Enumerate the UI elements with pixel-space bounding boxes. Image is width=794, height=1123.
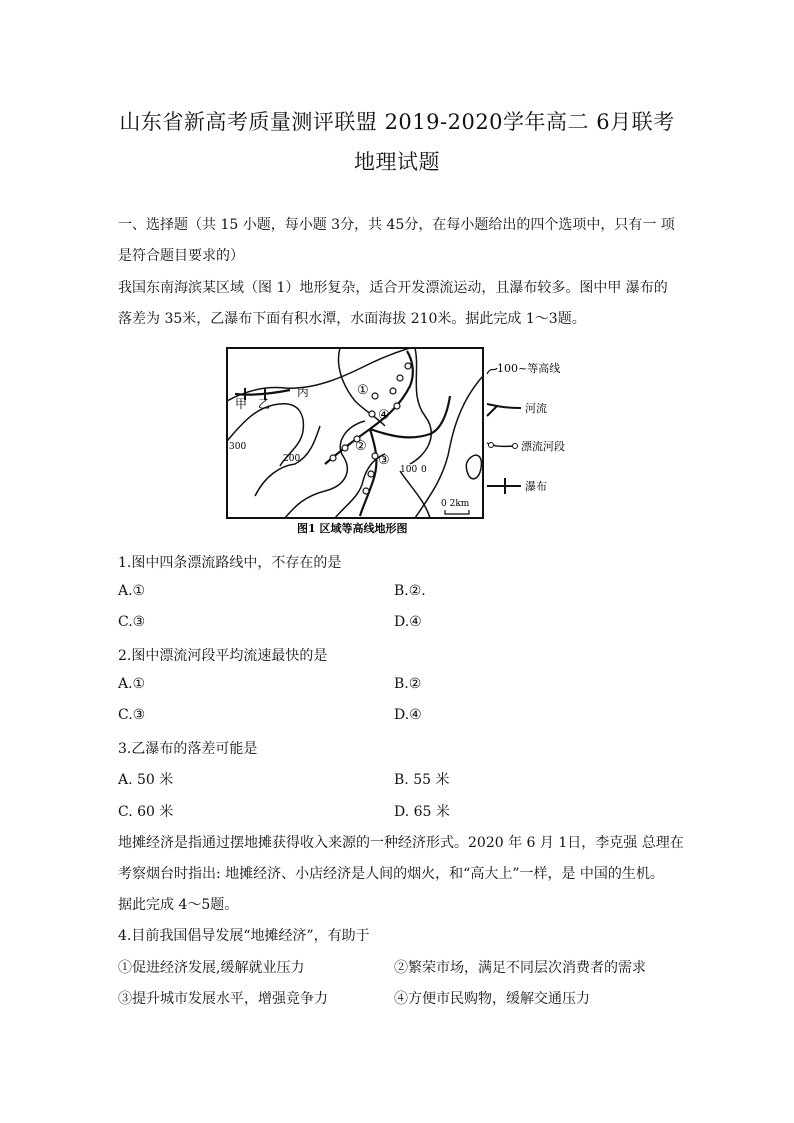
section-heading-line1: 一、选择题（共 15 小题，每小题 3分，共 45分，在每小题给出的四个选项中，只有一 项 <box>118 217 675 233</box>
figure-caption: 图1 区域等高线地形图 <box>297 522 408 535</box>
question-1-option-b: B.②. <box>394 583 426 599</box>
exam-subject-title: 地理试题 <box>354 150 440 174</box>
question-4-item-4: ④方便市民购物，缓解交通压力 <box>394 991 590 1007</box>
passage2-line2: 考察烟台时指出: 地摊经济、小店经济是人间的烟火，和“高大上”一样，是 中国的生机。 <box>118 866 664 882</box>
question-2-option-c: C.③ <box>118 707 146 723</box>
section-heading-line2: 是符合题目要求的） <box>118 248 244 264</box>
question-3-option-d: D. 65 米 <box>394 804 450 820</box>
contour-label-200: 200 <box>283 454 301 464</box>
legend-waterfall: 瀑布 <box>525 480 547 493</box>
question-2-stem: 2.图中漂流河段平均流速最快的是 <box>118 648 328 664</box>
question-2-option-d: D.④ <box>394 707 422 723</box>
passage1-line2: 落差为 35米，乙瀑布下面有积水潭，水面海拔 210米。据此完成 1～3题。 <box>118 311 586 327</box>
question-3-option-b: B. 55 米 <box>394 772 450 788</box>
question-1-stem: 1.图中四条漂流路线中，不存在的是 <box>118 555 342 571</box>
legend-rafting: 漂流河段 <box>521 440 565 453</box>
question-4-item-2: ②繁荣市场，满足不同层次消费者的需求 <box>394 960 646 976</box>
contour-label-100: 100 <box>400 465 418 475</box>
route-label-4: ④ <box>378 408 390 423</box>
contour-label-0: 0 <box>421 465 427 475</box>
question-1-option-c: C.③ <box>118 614 146 630</box>
place-label-jia: 甲 <box>235 397 248 411</box>
passage1-line1: 我国东南海滨某区域（图 1）地形复杂，适合开发漂流运动，且瀑布较多。图中甲 瀑布的 <box>118 280 668 296</box>
question-3-stem: 3.乙瀑布的落差可能是 <box>118 741 258 757</box>
question-4-item-1: ①促进经济发展,缓解就业压力 <box>118 960 305 976</box>
contour-map-figure <box>225 346 575 536</box>
place-label-yi: 乙 <box>258 397 271 411</box>
question-3-option-c: C. 60 米 <box>118 804 174 820</box>
contour-label-300: 300 <box>229 442 247 452</box>
legend-river: 河流 <box>525 402 547 415</box>
legend <box>487 361 565 494</box>
route-label-3: ③ <box>378 453 390 468</box>
map-frame <box>227 348 483 518</box>
question-2-option-a: A.① <box>118 676 146 692</box>
route-label-1: ① <box>357 383 369 398</box>
question-4-item-3: ③提升城市发展水平，增强竞争力 <box>118 991 328 1007</box>
legend-contour: 100~等高线 <box>497 362 561 375</box>
passage2-line1: 地摊经济是指通过摆地摊获得收入来源的一种经济形式。2020 年 6 月 1日，李克强 总理在 <box>118 835 684 851</box>
place-label-bing: 丙 <box>297 385 310 399</box>
scale-label: 0 2km <box>441 499 470 509</box>
question-3-option-a: A. 50 米 <box>118 772 174 788</box>
question-1-option-a: A.① <box>118 583 146 599</box>
route-label-2: ② <box>355 439 367 454</box>
question-2-option-b: B.② <box>394 676 422 692</box>
question-1-option-d: D.④ <box>394 614 422 630</box>
question-4-stem: 4.目前我国倡导发展“地摊经济”，有助于 <box>118 928 370 944</box>
passage2-line3: 据此完成 4～5题。 <box>118 897 239 913</box>
exam-title: 山东省新高考质量测评联盟 2019-2020学年高二 6月联考 <box>119 110 675 134</box>
